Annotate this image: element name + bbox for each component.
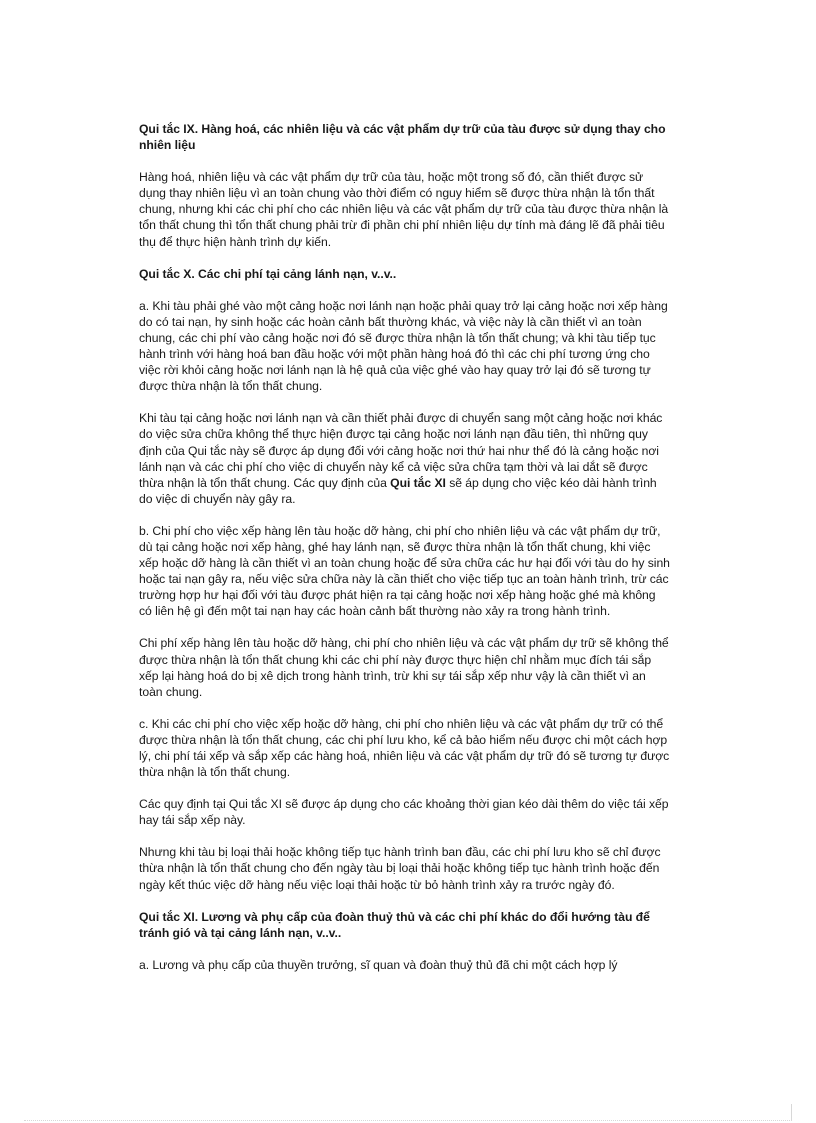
rule-x-heading: Qui tắc X. Các chi phí tại cảng lánh nạn, v..v..: [139, 266, 397, 281]
rule-x-paragraph-c2: Các quy định tại Qui tắc XI sẽ được áp dụng cho các khoảng thời gian kéo dài thêm do việc tái xếp hay tái sắp xếp này.: [139, 797, 669, 828]
rule-ix-heading: Qui tắc IX. Hàng hoá, các nhiên liệu và các vật phẩm dự trữ của tàu được sử dụng thay cho nhiên liệu: [139, 122, 666, 153]
rule-x-paragraph-relocation: [139, 410, 671, 507]
relocation-tail: sẽ áp dụng cho việc kéo dài hành trình do việc di chuyển này gây ra.: [139, 475, 657, 506]
rule-xi-heading: Qui tắc XI. Lương và phụ cấp của đoàn thuỷ thủ và các chi phí khác do đổi hướng tàu để tránh gió và tại cảng lánh nạn, v..v..: [139, 909, 650, 940]
rule-xi-paragraph-a: a. Lương và phụ cấp của thuyền trưởng, sĩ quan và đoàn thuỷ thủ đã chi một cách hợp lý: [139, 957, 618, 972]
rule-xi-reference: Qui tắc XI: [390, 475, 446, 490]
page-bottom-rule: [24, 1120, 792, 1121]
rule-x-paragraph-a: a. Khi tàu phải ghé vào một cảng hoặc nơi lánh nạn hoặc phải quay trở lại cảng hoặc nơi xếp hàng do có tai nạn, hy sinh hoặc các hoàn cảnh bất thường khác, và việc này là cần thiết vì an toàn chung, các chi phí vào cảng hoặc nơi đó sẽ được thừa nhận là tổn thất chung; và khi tàu tiếp tục hành trình với hàng hoá ban đầu hoặc với một phần hàng hoá đó thì các chi phí tương ứng cho việc rời khỏi cảng hoặc nơi lánh nạn là hệ quả của việc ghé vào hay quay trở lại đó sẽ tương tự được thừa nhận là tổn thất chung.: [139, 298, 668, 394]
page-corner-mark: [791, 1104, 792, 1120]
rule-x-paragraph-c: c. Khi các chi phí cho việc xếp hoặc dỡ hàng, chi phí cho nhiên liệu và các vật phẩm dự trữ có thể được thừa nhận là tổn thất chung, các chi phí lưu kho, kể cả bảo hiểm nếu được chi một cách hợp lý, chi phí tái xếp và sắp xếp các hàng hoá, nhiên liệu và các vật phẩm dự trữ đó sẽ tương tự được thừa nhận là tổn thất chung.: [139, 716, 670, 780]
relocation-text: Khi tàu tại cảng hoặc nơi lánh nạn và cần thiết phải được di chuyển sang một cảng hoặc nơi khác do việc sửa chữa không thể thực hiện được tại cảng hoặc nơi lánh nạn đầu tiên, thì những quy định của Qui tắc này sẽ được áp dụng đối với cảng hoặc nơi thứ hai như thể đó là cảng hoặc nơi lánh nạn và các chi phí cho việc di chuyển này kể cả việc sửa chữa tạm thời và lai dắt sẽ được thừa nhận là tổn thất chung. Các quy định của: [139, 411, 663, 490]
rule-x-paragraph-c3: Nhưng khi tàu bị loại thải hoặc không tiếp tục hành trình ban đầu, các chi phí lưu kho sẽ chỉ được thừa nhận là tổn thất chung cho đến ngày tàu bị loại thải hoặc không tiếp tục hành trình hoặc đến ngày kết thúc việc dỡ hàng nếu việc loại thải hoặc từ bỏ hành trình xảy ra trước ngày đó.: [139, 845, 661, 892]
rule-x-paragraph-b: b. Chi phí cho việc xếp hàng lên tàu hoặc dỡ hàng, chi phí cho nhiên liệu và các vật phẩm dự trữ, dù tại cảng hoặc nơi xếp hàng, ghé hay lánh nạn, sẽ được thừa nhận là tổn thất chung, khi việc xếp hoặc dỡ hàng là cần thiết vì an toàn chung hoặc để sửa chữa các hư hại đối với tàu do hy sinh hoặc tai nạn gây ra, nếu việc sửa chữa này là cần thiết cho việc tiếp tục an toàn hành trình, trừ các trường hợp hư hại đối với tàu được phát hiện ra tại cảng hoặc nơi xếp hàng hoặc ghé mà không có liên hệ gì đến một tai nạn hay các hoàn cảnh bất thường nào xảy ra trong hành trình.: [139, 523, 670, 619]
rule-ix-paragraph-1: Hàng hoá, nhiên liệu và các vật phẩm dự trữ của tàu, hoặc một trong số đó, cần thiết được sử dụng thay nhiên liệu vì an toàn chung vào thời điểm có nguy hiểm sẽ được thừa nhận là tổn thất chung, nhưng khi các chi phí cho các nhiên liệu và các vật phẩm dự trữ của tàu được thừa nhận là tổn thất chung thì tổn thất chung phải trừ đi phần chi phí nhiên liệu dự tính mà đáng lẽ đã phải tiêu thụ để thực hiện hành trình dự kiến.: [139, 170, 669, 249]
document-body: [139, 121, 671, 973]
rule-x-paragraph-b2: Chi phí xếp hàng lên tàu hoặc dỡ hàng, chi phí cho nhiên liệu và các vật phẩm dự trữ sẽ không thể được thừa nhận là tổn thất chung khi các chi phí này được thực hiện chỉ nhằm mục đích tái sắp xếp lại hàng hoá do bị xê dịch trong hành trình, trừ khi sự tái sắp xếp như vậy là cần thiết vì an toàn chung.: [139, 636, 669, 699]
